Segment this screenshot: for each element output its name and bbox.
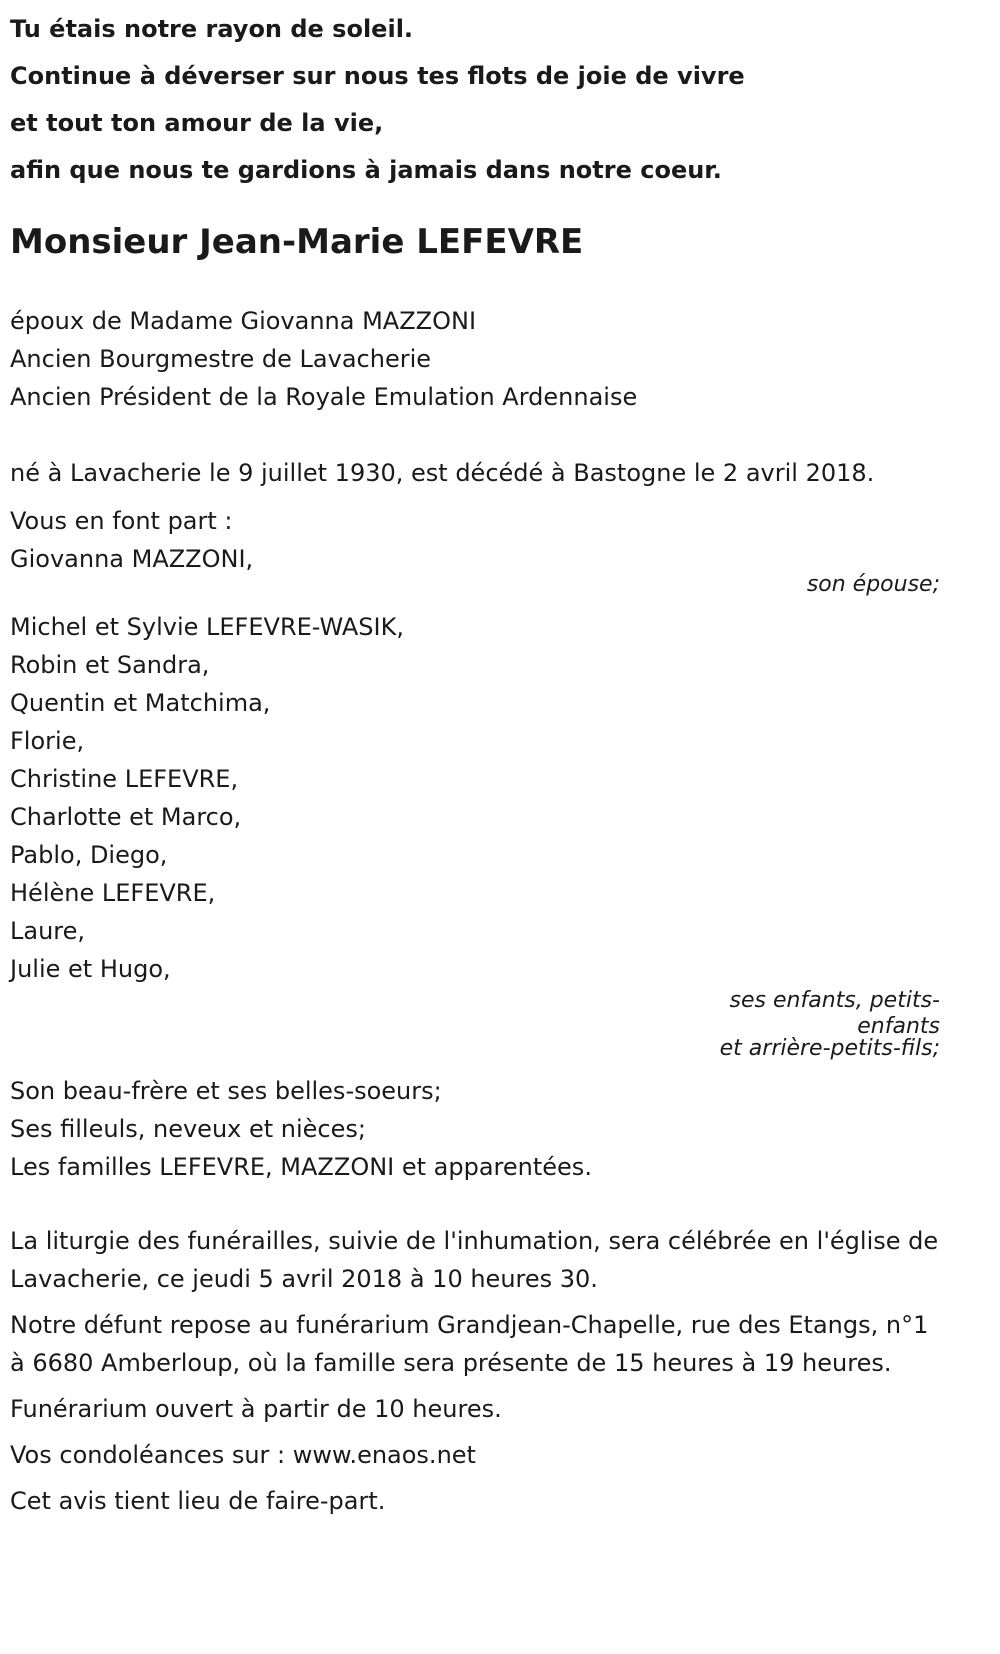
list-item: Laure, <box>10 917 86 945</box>
list-item: Julie et Hugo, <box>10 955 171 983</box>
list-item: Quentin et Matchima, <box>10 689 271 717</box>
birth-death-line: né à Lavacherie le 9 juillet 1930, est décédé à Bastogne le 2 avril 2018. <box>10 459 875 487</box>
notice-paragraph: Cet avis tient lieu de faire-part. <box>10 1487 386 1515</box>
announce-intro: Vous en font part : <box>10 507 233 535</box>
relation-line: enfants <box>857 1014 940 1039</box>
deceased-name: Monsieur Jean-Marie LEFEVRE <box>10 222 584 262</box>
ceremony-paragraph: La liturgie des funérailles, suivie de l'inhumation, sera célébrée en l'église de Lavacherie, ce jeudi 5 avril 2018 à 10 heures 30. <box>10 1227 939 1293</box>
list-item: Robin et Sandra, <box>10 651 210 679</box>
list-item: Michel et Sylvie LEFEVRE-WASIK, <box>10 613 404 641</box>
list-item: Florie, <box>10 727 85 755</box>
verse-line: Tu étais notre rayon de soleil. <box>10 15 414 43</box>
verse-line: et tout ton amour de la vie, <box>10 109 384 137</box>
children-relation <box>10 986 940 1060</box>
list-item: Ses filleuls, neveux et nièces; <box>10 1115 366 1143</box>
spouse-name: Giovanna MAZZONI, <box>10 545 254 573</box>
list-item: Les familles LEFEVRE, MAZZONI et apparentées. <box>10 1153 592 1181</box>
opening-verse <box>10 0 940 194</box>
title-line: Ancien Bourgmestre de Lavacherie <box>10 345 432 373</box>
title-line: époux de Madame Giovanna MAZZONI <box>10 307 477 335</box>
relation-line: ses enfants, petits- <box>729 988 940 1013</box>
spouse-relation: son épouse; <box>806 572 940 597</box>
list-item: Hélène LEFEVRE, <box>10 879 216 907</box>
funeral-details <box>10 1222 940 1520</box>
verse-line: afin que nous te gardions à jamais dans notre coeur. <box>10 156 722 184</box>
visitation-paragraph: Notre défunt repose au funérarium Grandjean-Chapelle, rue des Etangs, n°1 à 6680 Amberloup, où la famille sera présente de 15 heures à 19 heures. <box>10 1311 929 1377</box>
children-list <box>10 608 940 988</box>
list-item: Pablo, Diego, <box>10 841 168 869</box>
obituary-notice <box>10 0 940 1520</box>
condolences-paragraph: Vos condoléances sur : www.enaos.net <box>10 1441 476 1469</box>
deceased-titles <box>10 302 940 416</box>
verse-line: Continue à déverser sur nous tes flots de joie de vivre <box>10 62 745 90</box>
announcement-list <box>10 502 940 1186</box>
title-line: Ancien Président de la Royale Emulation Ardennaise <box>10 383 638 411</box>
relation-line: et arrière-petits-fils; <box>719 1036 940 1061</box>
other-relatives <box>10 1072 940 1186</box>
list-item: Christine LEFEVRE, <box>10 765 239 793</box>
list-item: Son beau-frère et ses belles-soeurs; <box>10 1077 442 1105</box>
opening-hours-paragraph: Funérarium ouvert à partir de 10 heures. <box>10 1395 502 1423</box>
list-item: Charlotte et Marco, <box>10 803 242 831</box>
